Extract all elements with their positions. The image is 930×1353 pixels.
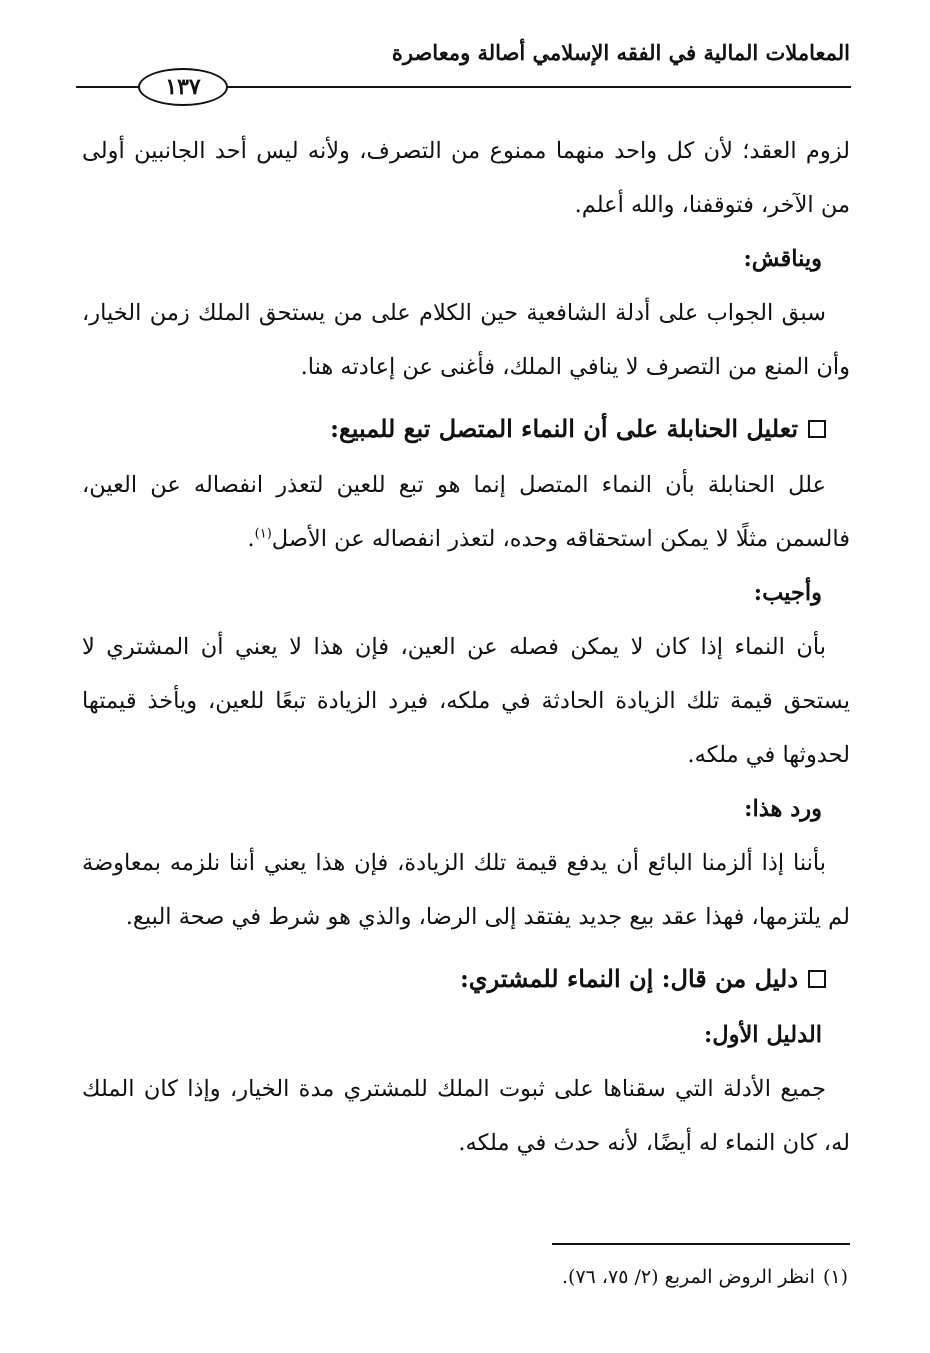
label-first-evidence: الدليل الأول: bbox=[703, 1022, 822, 1048]
section-heading-hanbali-text: تعليل الحنابلة على أن النماء المتصل تبع للمبيع: bbox=[330, 414, 798, 443]
footnote-text: انظر الروض المربع (٢/ ٧٥، ٧٦). bbox=[561, 1266, 815, 1288]
square-box-icon bbox=[808, 420, 826, 438]
page-body bbox=[82, 124, 850, 1170]
paragraph-3-end: . bbox=[247, 526, 255, 552]
section-heading-hanbali bbox=[82, 400, 850, 458]
paragraph-1: لزوم العقد؛ لأن كل واحد منهما ممنوع من التصرف، ولأنه ليس أحد الجانبين أولى من الآخر، فتوقفنا، والله أعلم. bbox=[82, 138, 850, 218]
paragraph-3-text: علل الحنابلة بأن النماء المتصل إنما هو تبع للعين لتعذر انفصاله عن العين، فالسمن مثلًا لا يمكن استحقاقه وحده، لتعذر انفصاله عن الأصل bbox=[82, 472, 850, 552]
label-reply: ورد هذا: bbox=[744, 796, 822, 822]
running-header-title: المعاملات المالية في الفقه الإسلامي أصالة ومعاصرة bbox=[391, 40, 850, 65]
square-box-icon bbox=[808, 970, 826, 988]
footnote-1 bbox=[562, 1262, 848, 1292]
label-discussion: ويناقش: bbox=[743, 246, 822, 272]
footnote-reference[interactable]: (١) bbox=[254, 526, 272, 542]
paragraph-3 bbox=[82, 458, 850, 566]
section-heading-buyer bbox=[82, 950, 850, 1008]
paragraph-2: سبق الجواب على أدلة الشافعية حين الكلام على من يستحق الملك زمن الخيار، وأن المنع من التصرف لا ينافي الملك، فأغنى عن إعادته هنا. bbox=[82, 300, 850, 380]
paragraph-5: بأننا إذا ألزمنا البائع أن يدفع قيمة تلك الزيادة، فإن هذا يعني أننا نلزمه بمعاوضة لم يلتزمها، فهذا عقد بيع جديد يفتقد إلى الرضا، والذي هو شرط في صحة البيع. bbox=[82, 850, 850, 930]
page-number-badge: ١٣٧ bbox=[138, 68, 228, 106]
footnote-rule bbox=[552, 1243, 850, 1245]
paragraph-6: جميع الأدلة التي سقناها على ثبوت الملك للمشتري مدة الخيار، وإذا كان الملك له، كان النماء له أيضًا، لأنه حدث في ملكه. bbox=[82, 1076, 850, 1156]
section-heading-buyer-text: دليل من قال: إن النماء للمشتري: bbox=[459, 964, 798, 993]
footnote-number: (١) bbox=[822, 1266, 848, 1288]
paragraph-4: بأن النماء إذا كان لا يمكن فصله عن العين، فإن هذا لا يعني أن المشتري لا يستحق قيمة تلك الزيادة الحادثة في ملكه، فيرد الزيادة تبعًا للعين، ويأخذ قيمتها لحدوثها في ملكه. bbox=[82, 634, 850, 768]
label-answer: وأجيب: bbox=[753, 580, 822, 606]
